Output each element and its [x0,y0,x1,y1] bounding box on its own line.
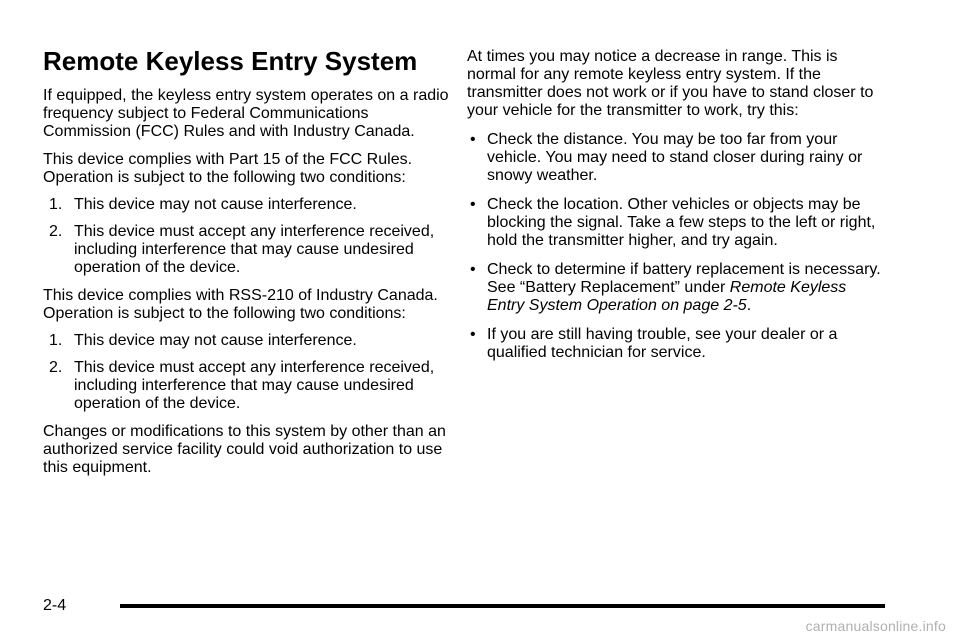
fcc-conditions-list [43,196,455,277]
list-number: 2. [49,359,63,376]
tip-battery-end: . [746,297,752,314]
range-intro-paragraph: At times you may notice a decrease in range. This is normal for any remote keyless entry system. If the transmitter does not work or if you have to stand closer to your vehicle for the transmitter to work, try this: [467,48,874,119]
bullet-icon: • [470,196,476,213]
list-item-text: This device may not cause interference. [74,196,357,213]
list-item [467,326,887,362]
list-item [467,196,887,250]
fcc-intro-paragraph: This device complies with Part 15 of the FCC Rules. Operation is subject to the following two conditions: [43,151,413,186]
rss-conditions-list [43,332,455,413]
list-item [467,261,887,315]
changes-paragraph: Changes or modifications to this system by other than an authorized service facility could void authorization to use this equipment. [43,423,446,476]
list-number: 1. [49,332,63,349]
page-title: Remote Keyless Entry System [43,46,418,76]
list-number: 2. [49,223,63,240]
page-number: 2-4 [43,597,67,614]
bullet-icon: • [470,131,476,148]
watermark: carmanualsonline.info [805,618,946,634]
cross-reference-link[interactable]: Remote Keyless Entry System Operation on page 2-5 [487,279,847,314]
right-column [467,0,887,362]
troubleshooting-list [467,131,887,362]
rss-intro-paragraph: This device complies with RSS-210 of Industry Canada. Operation is subject to the following two conditions: [43,287,438,322]
tip-location: Check the location. Other vehicles or objects may be blocking the signal. Take a few steps to the left or right, hold the transmitter higher, and try again. [487,196,876,249]
list-item-text: This device must accept any interference received, including interference that may cause undesired operation of the device. [74,359,435,412]
list-number: 1. [49,196,63,213]
list-item-text: This device may not cause interference. [74,332,357,349]
footer-rule [120,604,885,608]
bullet-icon: • [470,326,476,343]
bullet-icon: • [470,261,476,278]
list-item [43,196,455,214]
list-item [467,131,887,185]
tip-trouble: If you are still having trouble, see your dealer or a qualified technician for service. [487,326,838,361]
list-item-text: This device must accept any interference received, including interference that may cause undesired operation of the device. [74,223,435,276]
left-column [43,0,455,477]
list-item [43,359,455,413]
list-item [43,332,455,350]
intro-paragraph: If equipped, the keyless entry system operates on a radio frequency subject to Federal Communications Commission (FCC) Rules and with Industry Canada. [43,87,449,140]
list-item [43,223,455,277]
tip-battery-text: Check to determine if battery replacement is necessary. See “Battery Replacement” under [487,261,881,296]
tip-distance: Check the distance. You may be too far from your vehicle. You may need to stand closer during rainy or snowy weather. [487,131,863,184]
